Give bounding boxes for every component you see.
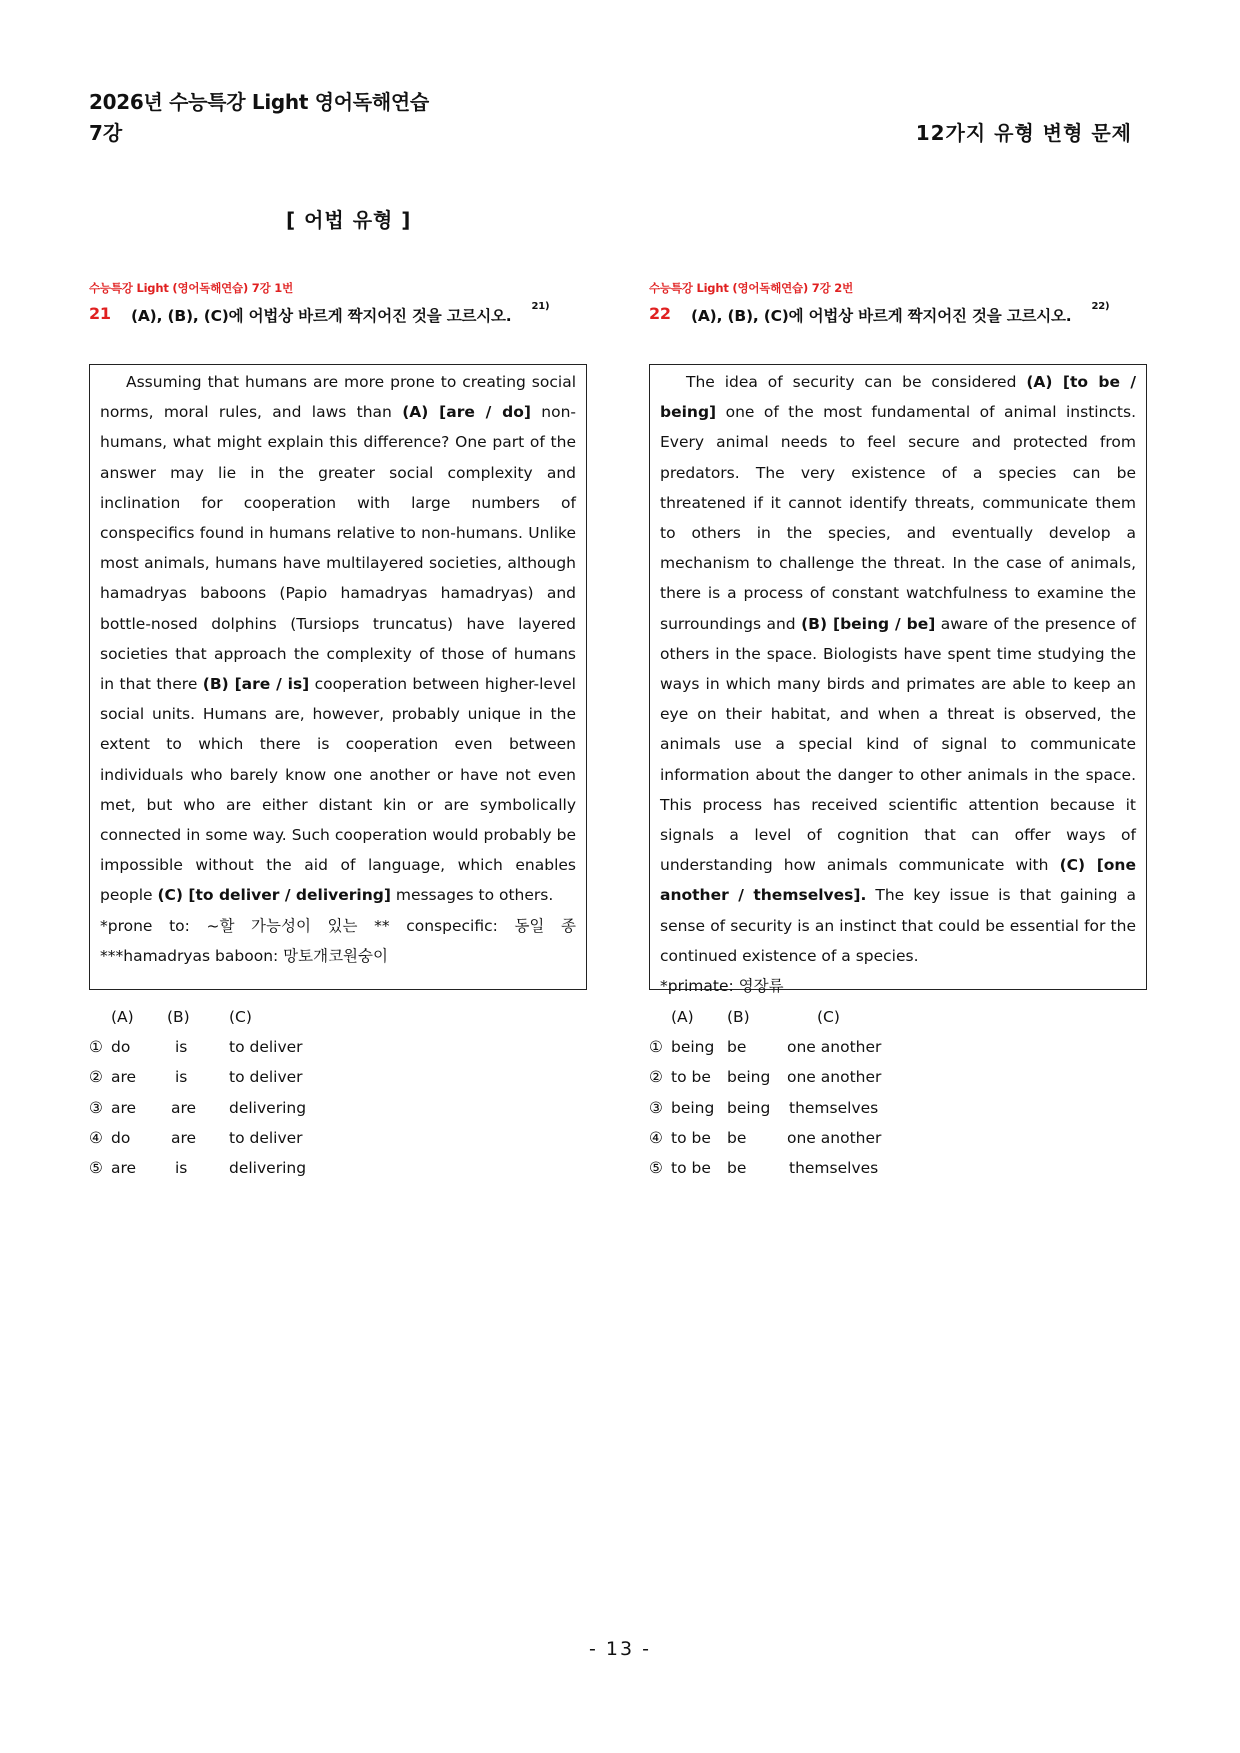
choice-row[interactable] [649, 1153, 881, 1183]
choice-row[interactable] [649, 1032, 881, 1062]
choice-mark: ③ [89, 1098, 103, 1117]
choice-header [89, 1002, 306, 1032]
passage-segment: messages to others. [390, 886, 554, 905]
choice-b: is [175, 1038, 188, 1057]
choice-row[interactable] [89, 1123, 306, 1153]
choice-b: be [727, 1128, 747, 1147]
choice-b: being [727, 1098, 771, 1117]
choice-mark: ② [649, 1068, 663, 1087]
grammar-choice-c: (C) [to deliver / delivering] [157, 886, 391, 905]
passage-segment: one of the most fundamental of animal instincts. Every animal needs to feel secure and protected from predators. The very existence of a species can be threatened if it cannot identify threats, communicate them to others in the species, and eventually develop a mechanism to challenge the threat. In the case of animals, there is a process of constant watchfulness to examine the surroundings and [660, 403, 1136, 633]
question-prompt [89, 301, 585, 326]
footnote-ref: 21) [531, 301, 550, 312]
column-b-header: (B) [727, 1008, 750, 1027]
choice-c: delivering [229, 1159, 307, 1178]
grammar-choice-c: (C) [one another / themselves]. [660, 856, 1136, 905]
choice-a: do [111, 1038, 131, 1057]
choice-row[interactable] [649, 1062, 881, 1092]
choice-row[interactable] [89, 1153, 306, 1183]
choice-a: do [111, 1128, 131, 1147]
choice-c: to deliver [229, 1038, 303, 1057]
choice-b: are [171, 1098, 197, 1117]
vocab-note: *primate: 영장류 [660, 977, 784, 996]
choice-mark: ④ [649, 1128, 663, 1147]
passage-text [660, 367, 1136, 971]
column-b-header: (B) [167, 1008, 190, 1027]
vocab-note: *prone to: ~할 가능성이 있는 ** conspecific: 동일 종 [100, 916, 576, 935]
choice-a: are [111, 1068, 137, 1087]
grammar-choice-b: (B) [being / be] [801, 614, 936, 633]
column-a-header: (A) [671, 1008, 694, 1027]
passage-segment: The idea of security can be considered [686, 373, 1027, 391]
column-a-header: (A) [111, 1008, 134, 1027]
choice-mark: ① [649, 1038, 663, 1057]
choice-row[interactable] [89, 1062, 306, 1092]
choice-a: to be [671, 1128, 711, 1147]
choice-a: are [111, 1098, 137, 1117]
choice-b: are [171, 1128, 197, 1147]
question-number: 21 [89, 304, 111, 323]
grammar-choice-a: (A) [are / do] [402, 403, 531, 422]
page-number: - 13 - [589, 1638, 651, 1660]
choice-mark: ② [89, 1068, 103, 1087]
question-number: 22 [649, 304, 671, 323]
choice-mark: ⑤ [649, 1159, 663, 1178]
choice-c: to deliver [229, 1068, 303, 1087]
choice-row[interactable] [89, 1032, 306, 1062]
passage-text [100, 367, 576, 911]
choice-c: one another [787, 1128, 882, 1147]
column-c-header: (C) [817, 1008, 840, 1027]
question-21 [89, 280, 585, 1183]
choice-a: are [111, 1159, 137, 1178]
choice-a: being [671, 1038, 715, 1057]
choice-a: to be [671, 1068, 711, 1087]
choice-b: is [175, 1159, 188, 1178]
choice-c: one another [787, 1068, 882, 1087]
choice-mark: ⑤ [89, 1159, 103, 1178]
footnote-ref: 22) [1091, 301, 1110, 312]
choice-b: being [727, 1068, 771, 1087]
grammar-choice-b: (B) [are / is] [202, 675, 310, 694]
choice-a: being [671, 1098, 715, 1117]
choice-mark: ① [89, 1038, 103, 1057]
passage-segment: cooperation between higher-level social units. Humans are, however, probably unique in the extent to which there is cooperation even between individuals who barely know one another or have not even met, but who are either distant kin or are symbolically connected in some way. Such cooperation would probably be impossible without the aid of language, which enables people [100, 675, 576, 905]
choice-c: one another [787, 1038, 882, 1057]
column-c-header: (C) [229, 1008, 252, 1027]
passage-segment: Assuming that humans are more prone to creating social norms, moral rules, and laws than [100, 373, 576, 422]
document-title: 2026년 수능특강 Light 영어독해연습 [89, 90, 429, 114]
choice-mark: ③ [649, 1098, 663, 1117]
question-text: (A), (B), (C)에 어법상 바르게 짝지어진 것을 고르시오. [691, 307, 1072, 325]
answer-choices [89, 1002, 306, 1183]
lesson-label: 7강 [89, 121, 123, 145]
question-22 [649, 280, 1145, 1183]
question-prompt [649, 301, 1145, 326]
section-label: [ 어법 유형 ] [286, 208, 412, 232]
choice-b: be [727, 1038, 747, 1057]
choice-c: themselves [789, 1098, 879, 1117]
choice-row[interactable] [649, 1093, 881, 1123]
passage-segment: The key issue is that gaining a sense of security is an instinct that could be essential for the continued existence of a species. [660, 886, 1136, 965]
passage-segment: non-humans, what might explain this difference? One part of the answer may lie in the greater social complexity and inclination for cooperation with large numbers of conspecifics found in humans relative to non-humans. Unlike most animals, humans have multilayered societies, although hamadryas baboons (Papio hamadryas hamadryas) and bottle-nosed dolphins (Tursiops truncatus) have layered societies that approach the complexity of those of humans in that there [100, 403, 577, 694]
choice-row[interactable] [649, 1123, 881, 1153]
question-source: 수능특강 Light (영어독해연습) 7강 1번 [89, 281, 294, 295]
choice-row[interactable] [89, 1093, 306, 1123]
passage-box [649, 364, 1147, 996]
passage-segment: aware of the presence of others in the space. Biologists have spent time studying the ways in which many birds and primates are able to keep an eye on their habitat, and when a threat is observed, the animals use a special kind of signal to communicate information about the danger to other animals in the space. This process has received scientific attention because it signals a level of cognition that can offer ways of understanding how animals communicate with [660, 614, 1136, 875]
problem-type-title: 12가지 유형 변형 문제 [915, 121, 1132, 145]
question-text: (A), (B), (C)에 어법상 바르게 짝지어진 것을 고르시오. [131, 307, 512, 325]
vocab-note: ***hamadryas baboon: 망토개코원숭이 [100, 946, 388, 965]
answer-choices [649, 1002, 881, 1183]
choice-b: is [175, 1068, 188, 1087]
choice-header [649, 1002, 881, 1032]
choice-b: be [727, 1159, 747, 1178]
choice-mark: ④ [89, 1128, 103, 1147]
choice-c: delivering [229, 1098, 307, 1117]
question-source: 수능특강 Light (영어독해연습) 7강 2번 [649, 281, 854, 295]
choice-a: to be [671, 1159, 711, 1178]
choice-c: themselves [789, 1159, 879, 1178]
choice-c: to deliver [229, 1128, 303, 1147]
grammar-choice-a: (A) [to be / being] [660, 373, 1136, 422]
passage-box [89, 364, 587, 990]
